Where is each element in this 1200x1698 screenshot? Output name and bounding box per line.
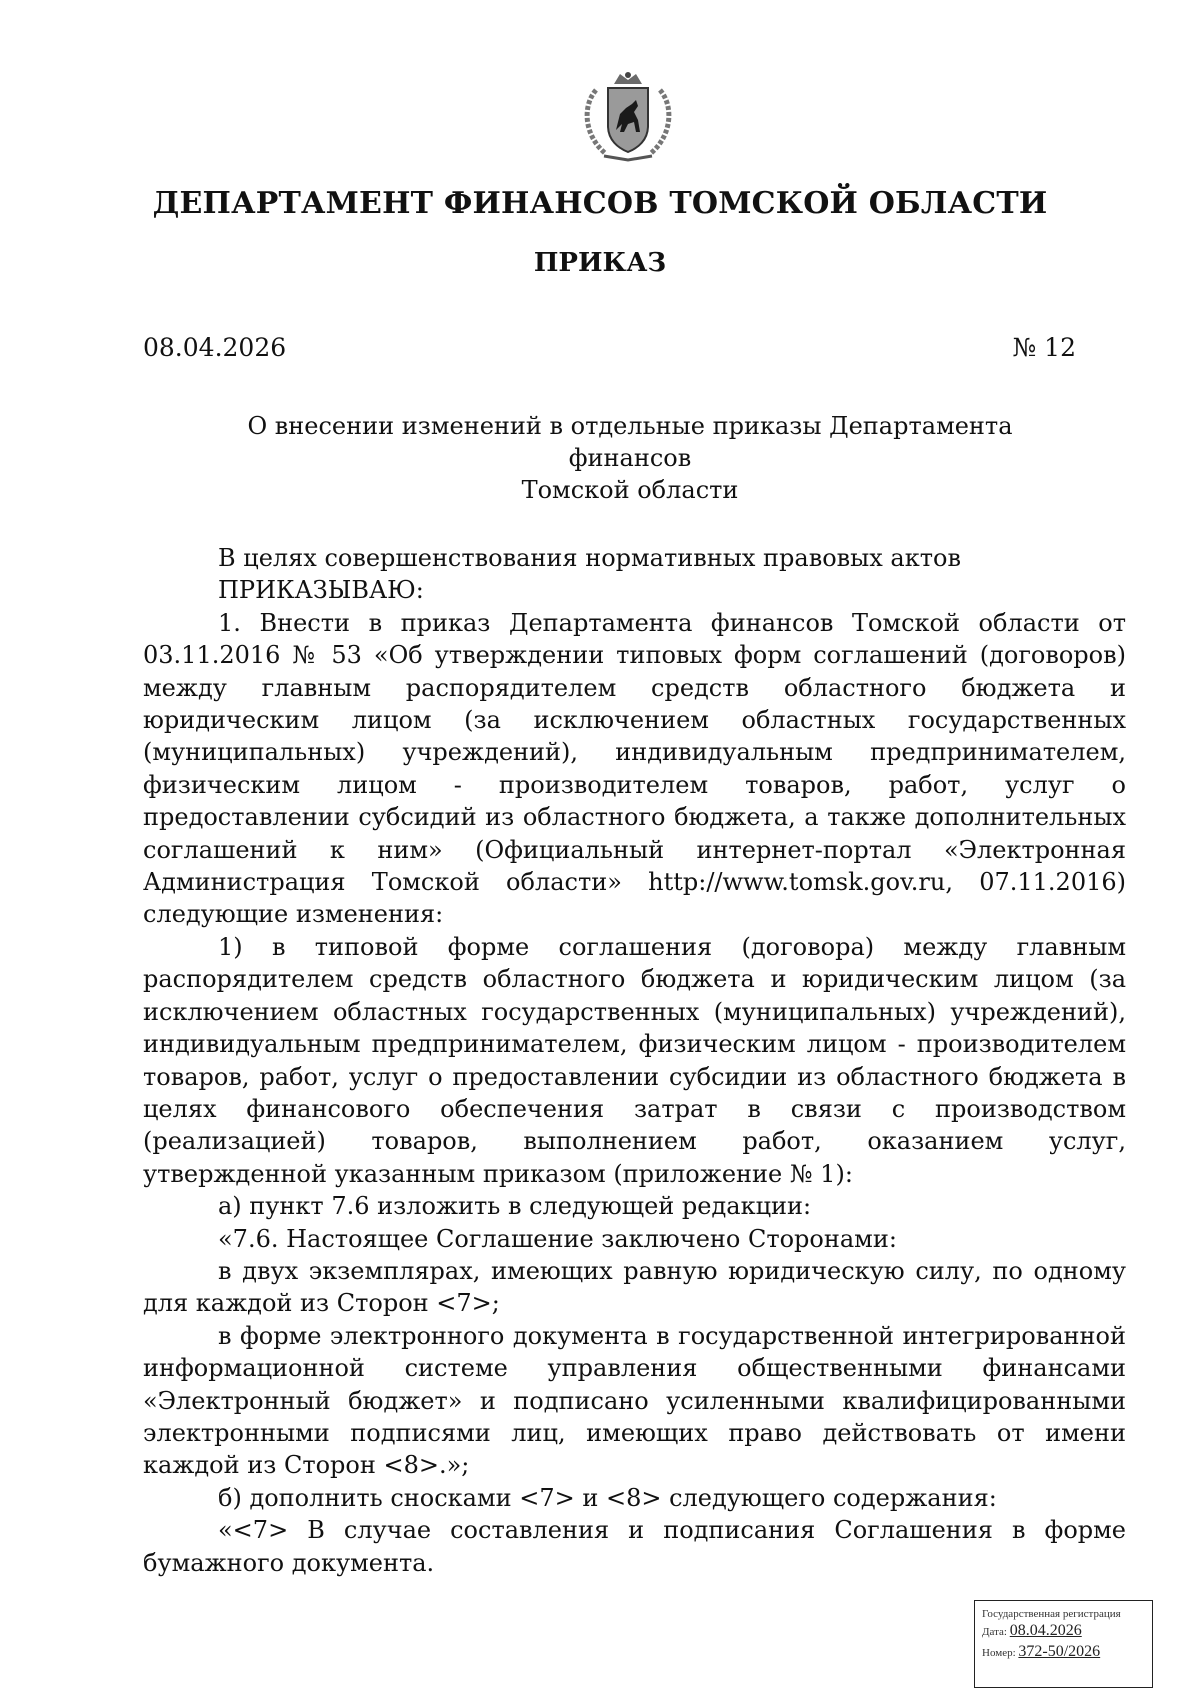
registration-number-label: Номер: xyxy=(982,1647,1016,1659)
order-number: № 12 xyxy=(1012,333,1076,362)
order-keyword: ПРИКАЗЫВАЮ: xyxy=(218,576,424,605)
order-body xyxy=(143,542,1126,1579)
department-title: ДЕПАРТАМЕНТ ФИНАНСОВ ТОМСКОЙ ОБЛАСТИ xyxy=(152,186,1048,221)
clause-7-6-electronic: в форме электронного документа в государственной интегрированной информационной системе управления общественными финансами «Электронный бюджет» и подписано усиленными квалифицированными электронными подписями лиц, имеющих право действовать от имени каждой из Сторон <8>.»; xyxy=(143,1321,1126,1480)
subject-line-1: О внесении изменений в отдельные приказы Департамента финансов xyxy=(247,412,1013,472)
order-date: 08.04.2026 xyxy=(143,333,287,362)
registration-stamp xyxy=(974,1600,1153,1688)
registration-number: 372-50/2026 xyxy=(1018,1643,1101,1660)
clause-7-6-paper: в двух экземплярах, имеющих равную юридическую силу, по одному для каждой из Сторон <7>; xyxy=(143,1256,1126,1318)
registration-date-row xyxy=(982,1621,1147,1642)
coat-of-arms-icon xyxy=(576,70,680,166)
clause-a: а) пункт 7.6 изложить в следующей редакции: xyxy=(218,1192,812,1221)
registration-number-row xyxy=(982,1642,1147,1663)
clause-7-6: «7.6. Настоящее Соглашение заключено Сторонами: xyxy=(218,1224,897,1253)
footnote-7: «<7> В случае составления и подписания Соглашения в форме бумажного документа. xyxy=(143,1516,1126,1577)
order-subject xyxy=(190,410,1070,506)
registration-date: 08.04.2026 xyxy=(1009,1622,1082,1639)
subject-line-2: Томской области xyxy=(521,476,739,504)
registration-title: Государственная регистрация xyxy=(982,1608,1121,1620)
clause-1: 1. Внести в приказ Департамента финансов Томской области от 03.11.2016 № 53 «Об утверждении типовых форм соглашений (договоров) между главным распорядителем средств областного бюджета и юридическим лицом (за исключением областных государственных (муниципальных) учреждений), индивидуальным предпринимателем, физическим лицом - производителем товаров, работ, услуг о предоставлении субсидий из областного бюджета, а также дополнительных соглашений к ним» (Официальный интернет-портал «Электронная Администрация Томской области» http://www.tomsk.gov.ru, 07.11.2016) следующие изменения: xyxy=(143,608,1126,929)
registration-date-label: Дата: xyxy=(982,1626,1007,1638)
clause-b: б) дополнить сносками <7> и <8> следующего содержания: xyxy=(218,1483,997,1512)
document-type: ПРИКАЗ xyxy=(533,248,667,278)
preamble: В целях совершенствования нормативных правовых актов xyxy=(218,544,961,572)
clause-1-1: 1) в типовой форме соглашения (договора) между главным распорядителем средств областного бюджета и юридическим лицом (за исключением областных государственных (муниципальных) учреждений), индивидуальным предпринимателем, физическим лицом - производителем товаров, работ, услуг о предоставлении субсидии из областного бюджета в целях финансового обеспечения затрат в связи с производством (реализацией) товаров, выполнением работ, оказанием услуг, утвержденной указанным приказом (приложение № 1): xyxy=(143,932,1126,1188)
